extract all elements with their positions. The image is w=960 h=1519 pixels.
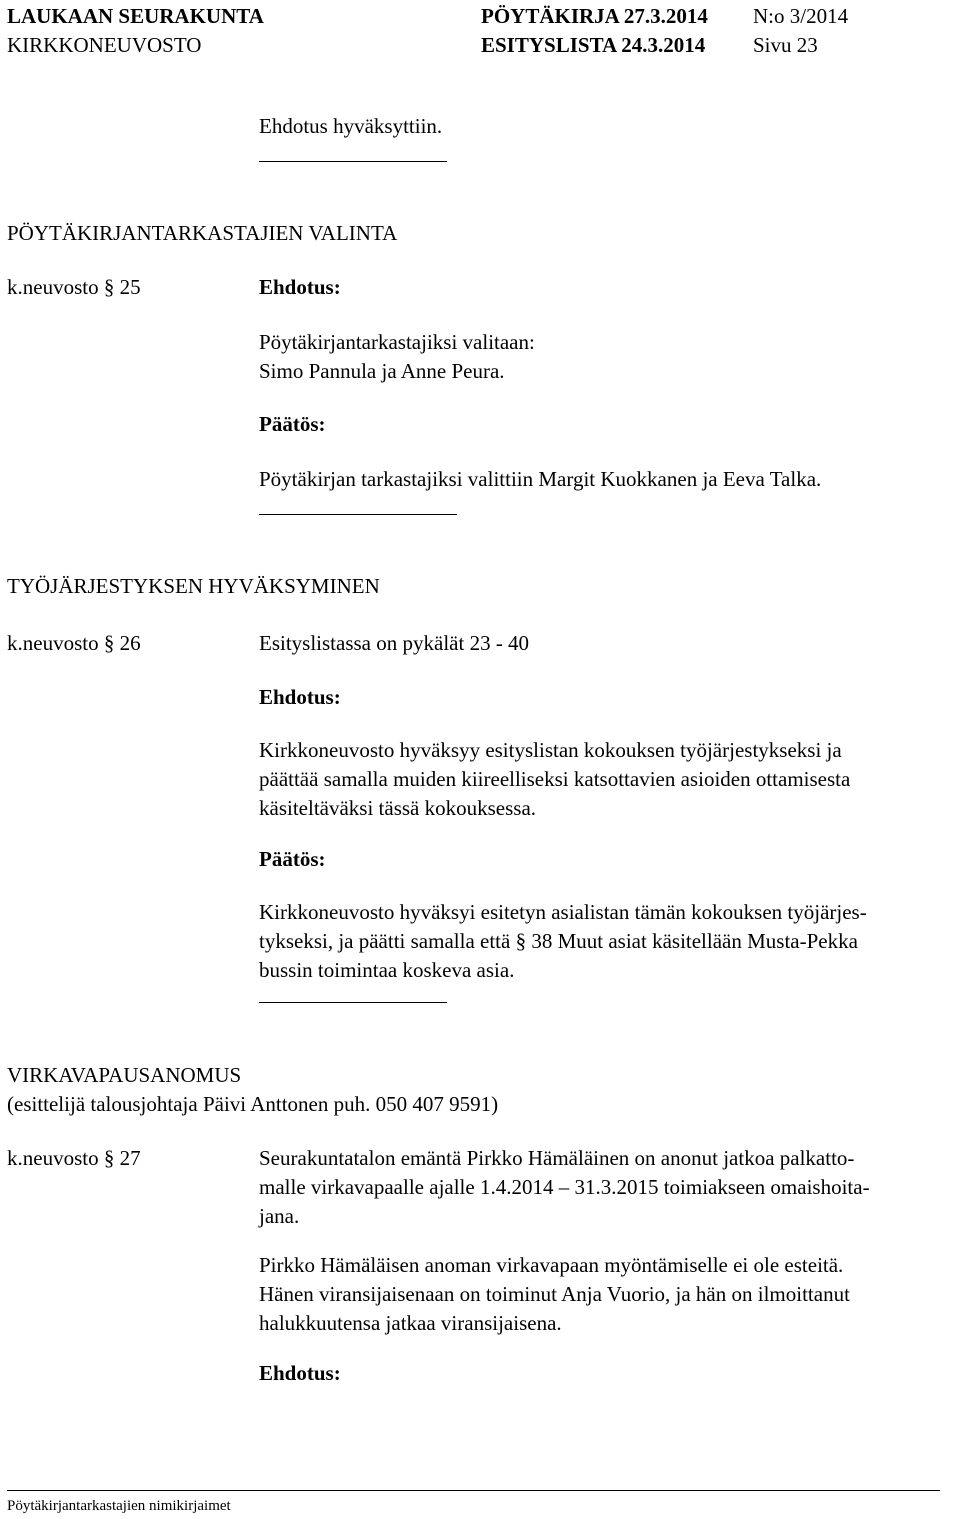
item-27-proposal-label: Ehdotus: bbox=[259, 1361, 341, 1385]
section-divider bbox=[259, 161, 447, 162]
text-line: Pöytäkirjan tarkastajiksi valittiin Margit Kuokkanen ja Eeva Talka. bbox=[259, 467, 822, 491]
text-line: halukkuutensa jatkaa viransijaisena. bbox=[259, 1311, 562, 1335]
item-27-presenter: (esittelijä talousjohtaja Päivi Anttonen puh. 050 407 9591) bbox=[7, 1092, 499, 1116]
agenda-date: ESITYSLISTA 24.3.2014 bbox=[481, 33, 706, 57]
item-27-section: k.neuvosto § 27 bbox=[7, 1146, 141, 1170]
text-line: bussin toimintaa koskeva asia. bbox=[259, 958, 515, 982]
section-divider bbox=[259, 1002, 447, 1003]
text-line: tykseksi, ja päätti samalla että § 38 Muut asiat käsitellään Musta-Pekka bbox=[259, 929, 858, 953]
section-divider bbox=[259, 514, 457, 515]
item-26-section: k.neuvosto § 26 bbox=[7, 631, 141, 655]
text-line: Pirkko Hämäläisen anoman virkavapaan myöntämiselle ei ole esteitä. bbox=[259, 1253, 844, 1277]
item-26-decision-text bbox=[259, 898, 939, 985]
text-line: Kirkkoneuvosto hyväksyy esityslistan kokouksen työjärjestykseksi ja bbox=[259, 738, 842, 762]
item-26-intro: Esityslistassa on pykälät 23 - 40 bbox=[259, 631, 530, 655]
text-line: Pöytäkirjantarkastajiksi valitaan: bbox=[259, 330, 535, 354]
text-line: malle virkavapaalle ajalle 1.4.2014 – 31.3.2015 toimiakseen omaishoita- bbox=[259, 1175, 870, 1199]
text-line: Hänen viransijaisenaan on toiminut Anja Vuorio, ja hän on ilmoittanut bbox=[259, 1282, 850, 1306]
footer-rule bbox=[7, 1490, 940, 1491]
item-27-body-2 bbox=[259, 1251, 939, 1338]
item-26-proposal-text bbox=[259, 736, 939, 823]
item-25-decision-text bbox=[259, 465, 939, 494]
text-line: jana. bbox=[259, 1204, 300, 1228]
item-26-proposal-label: Ehdotus: bbox=[259, 685, 341, 709]
previous-decision: Ehdotus hyväksyttiin. bbox=[259, 114, 443, 138]
org-name: LAUKAAN SEURAKUNTA bbox=[7, 4, 264, 28]
document-number: N:o 3/2014 bbox=[753, 4, 849, 28]
minutes-date: PÖYTÄKIRJA 27.3.2014 bbox=[481, 4, 708, 28]
footer-text: Pöytäkirjantarkastajien nimikirjaimet bbox=[7, 1498, 231, 1514]
item-25-proposal-label: Ehdotus: bbox=[259, 275, 341, 299]
item-26-decision-label: Päätös: bbox=[259, 847, 326, 871]
text-line: Simo Pannula ja Anne Peura. bbox=[259, 359, 505, 383]
item-25-heading: PÖYTÄKIRJANTARKASTAJIEN VALINTA bbox=[7, 221, 398, 245]
page-number: Sivu 23 bbox=[753, 33, 818, 57]
text-line: käsiteltäväksi tässä kokouksessa. bbox=[259, 796, 537, 820]
text-line: Seurakuntatalon emäntä Pirkko Hämäläinen on anonut jatkoa palkatto- bbox=[259, 1146, 855, 1170]
item-26-heading: TYÖJÄRJESTYKSEN HYVÄKSYMINEN bbox=[7, 574, 380, 598]
text-line: päättää samalla muiden kiireelliseksi katsottavien asioiden ottamisesta bbox=[259, 767, 851, 791]
governing-body: KIRKKONEUVOSTO bbox=[7, 33, 202, 57]
text-line: Kirkkoneuvosto hyväksyi esitetyn asialistan tämän kokouksen työjärjes- bbox=[259, 900, 867, 924]
item-25-proposal-text bbox=[259, 328, 939, 386]
item-27-heading: VIRKAVAPAUSANOMUS bbox=[7, 1063, 242, 1087]
item-27-body-1 bbox=[259, 1144, 939, 1231]
item-25-decision-label: Päätös: bbox=[259, 412, 326, 436]
item-25-section: k.neuvosto § 25 bbox=[7, 275, 141, 299]
